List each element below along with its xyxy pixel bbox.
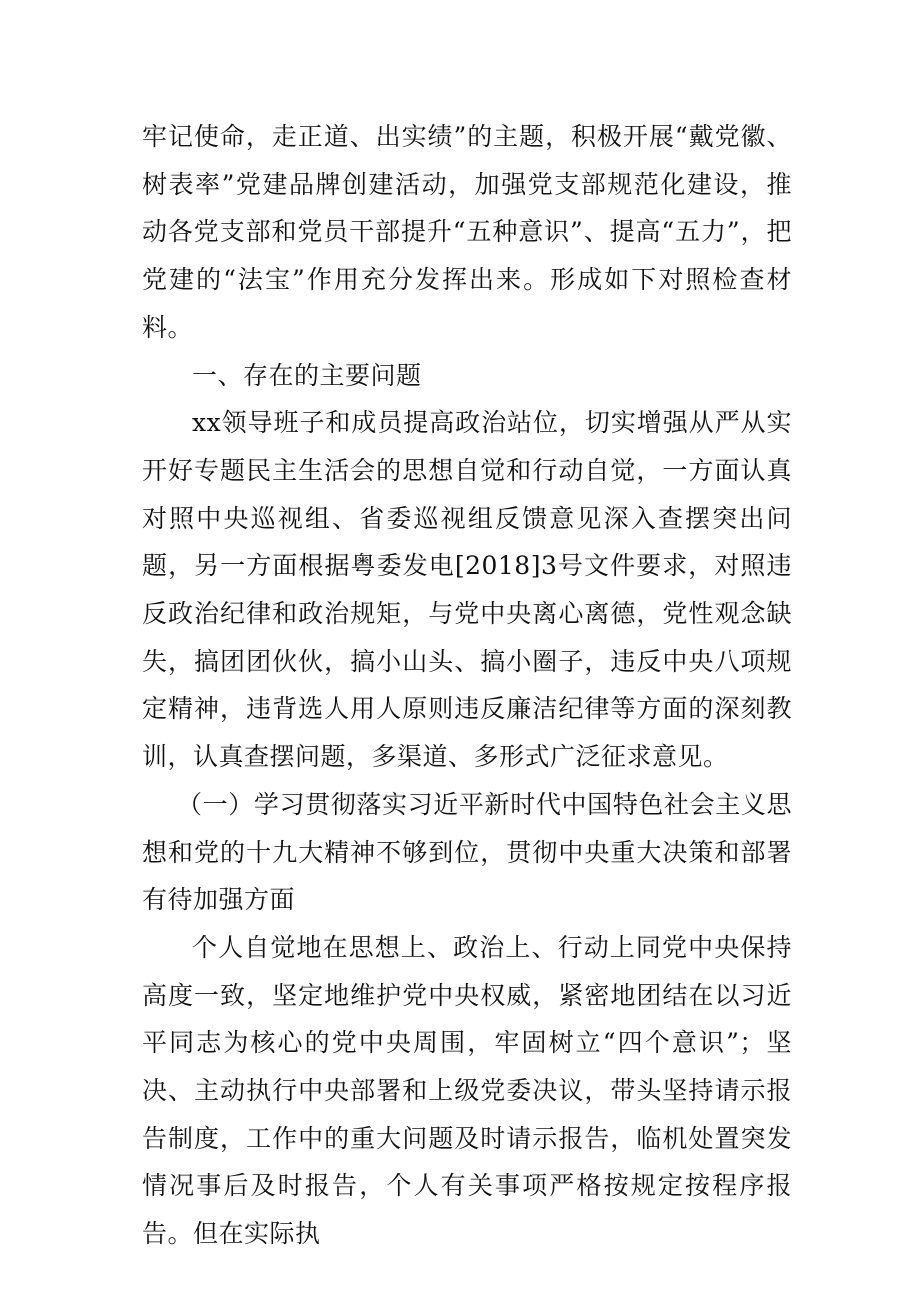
paragraph-body: xx领导班子和成员提高政治站位，切实增强从严从实开好专题民主生活会的思想自觉和行动自觉，一方面认真对照中央巡视组、省委巡视组反馈意见深入查摆突出问题，另一方面根据粤委发电[2018]3号文件要求，对照违反政治纪律和政治规矩，与党中央离心离德，党性观念缺失，搞团团伙伙，搞小山头、搞小圈子，违反中央八项规定精神，违背选人用人原则违反廉洁纪律等方面的深刻教训，认真查摆问题，多渠道、多形式广泛征求意见。 (142, 408, 792, 772)
paragraph-body: 个人自觉地在思想上、政治上、行动上同党中央保持高度一致，坚定地维护党中央权威，紧密地团结在以习近平同志为核心的党中央周围，牢固树立“四个意识”；坚决、主动执行中央部署和上级党委决议，带头坚持请示报告制度，工作中的重大问题及时请示报告，临机处置突发情况事后及时报告，个人有关事项严格按规定按程序报告。但在实际执 (142, 932, 792, 1249)
paragraph-continuation: 牢记使命，走正道、出实绩”的主题，积极开展“戴党徽、树表率”党建品牌创建活动，加强党支部规范化建设，推动各党支部和党员干部提升“五种意识”、提高“五力”，把党建的“法宝”作用充分发挥出来。形成如下对照检查材料。 (142, 122, 792, 342)
document-body (142, 113, 792, 1258)
subsection-heading: （一）学习贯彻落实习近平新时代中国特色社会主义思想和党的十九大精神不够到位，贯彻中央重大决策和部署有待加强方面 (142, 789, 792, 915)
section-heading: 一、存在的主要问题 (192, 360, 422, 390)
